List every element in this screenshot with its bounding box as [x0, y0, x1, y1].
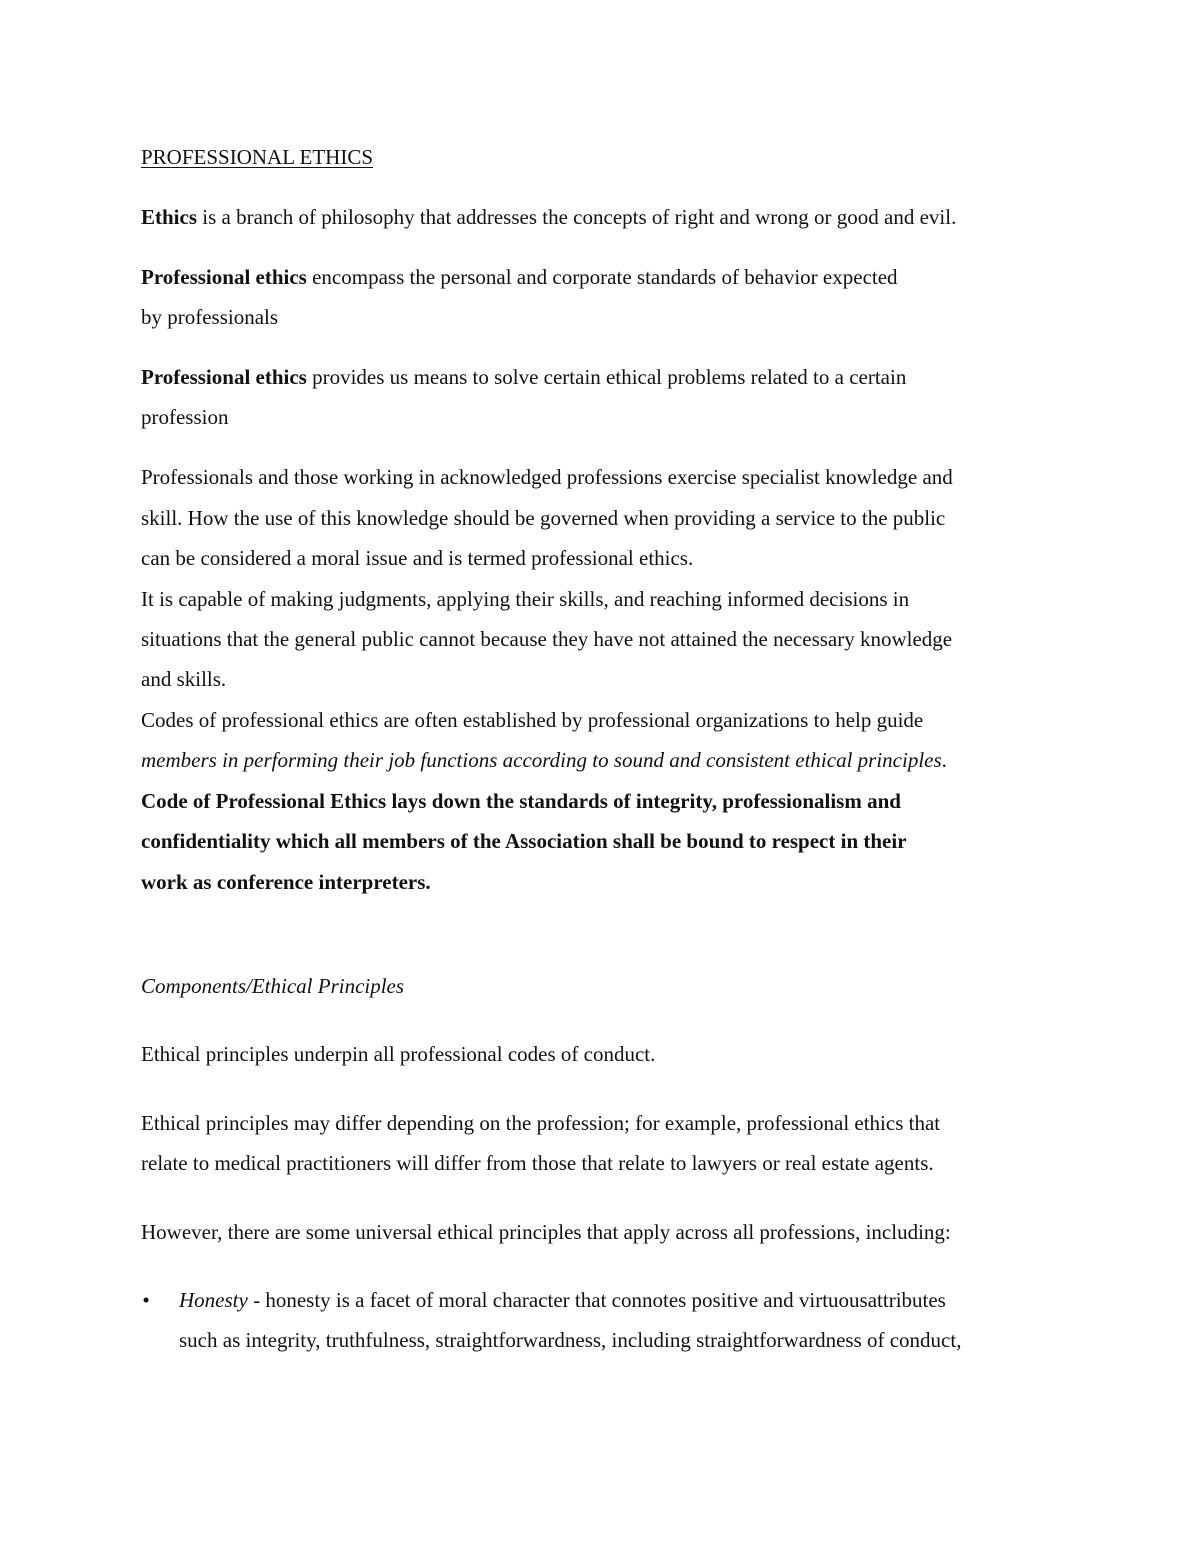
bold-paragraph-line	[141, 826, 907, 856]
paragraph-text: provides us means to solve certain ethical problems related to a certain	[306, 365, 907, 389]
paragraph-line: However, there are some universal ethical principles that apply across all professions, including:	[141, 1220, 951, 1244]
paragraph-professional-ethics-2	[141, 362, 906, 392]
term-ethics: Ethics	[141, 205, 198, 229]
term-professional-ethics: Professional ethics	[141, 365, 307, 389]
section-subheading	[141, 971, 404, 1001]
bold-paragraph-line	[141, 867, 431, 897]
paragraph-text: encompass the personal and corporate standards of behavior expected	[306, 265, 898, 289]
bold-paragraph-line	[141, 786, 901, 816]
term-honesty: Honesty	[179, 1288, 248, 1312]
italic-text: members in performing their job functions according to sound and consistent ethical principles	[141, 748, 942, 772]
paragraph-line: can be considered a moral issue and is termed professional ethics.	[141, 546, 694, 570]
paragraph-line: Codes of professional ethics are often established by professional organizations to help guide	[141, 708, 924, 732]
paragraph-line: It is capable of making judgments, applying their skills, and reaching informed decisions in	[141, 587, 910, 611]
paragraph-line: situations that the general public cannot because they have not attained the necessary knowledge	[141, 627, 953, 651]
paragraph-line: Professionals and those working in acknowledged professions exercise specialist knowledge and	[141, 465, 953, 489]
paragraph-text: is a branch of philosophy that addresses the concepts of right and wrong or good and evil.	[197, 205, 957, 229]
bullet-line: such as integrity, truthfulness, straightforwardness, including straightforwardness of conduct,	[179, 1328, 962, 1352]
paragraph-line: Ethical principles may differ depending on the profession; for example, professional ethics that	[141, 1111, 941, 1135]
bullet-text: - honesty is a facet of moral character that connotes positive and virtuousattributes	[247, 1288, 946, 1312]
term-professional-ethics: Professional ethics	[141, 265, 307, 289]
bullet-line	[179, 1285, 946, 1315]
paragraph-line: and skills.	[141, 667, 227, 691]
paragraph-line: profession	[141, 405, 229, 429]
bullet-item-honesty	[141, 1285, 1061, 1365]
paragraph-line: by professionals	[141, 305, 279, 329]
paragraph-italic-line	[141, 745, 947, 775]
paragraph-line: skill. How the use of this knowledge should be governed when providing a service to the public	[141, 506, 946, 530]
bold-text: Code of Professional Ethics lays down the standards of integrity, professionalism and	[141, 789, 901, 813]
bold-text: work as conference interpreters.	[141, 870, 431, 894]
paragraph-ethics-definition	[141, 202, 956, 232]
paragraph-professional-ethics-1	[141, 262, 898, 292]
paragraph-line: Ethical principles underpin all professional codes of conduct.	[141, 1042, 656, 1066]
period: .	[941, 748, 947, 772]
paragraph-line: relate to medical practitioners will differ from those that relate to lawyers or real estate agents.	[141, 1151, 934, 1175]
document-title: PROFESSIONAL ETHICS	[141, 145, 374, 169]
subheading-text: Components/Ethical Principles	[141, 974, 405, 998]
bold-text: confidentiality which all members of the Association shall be bound to respect in their	[141, 829, 907, 853]
bullet-marker: •	[142, 1288, 150, 1312]
